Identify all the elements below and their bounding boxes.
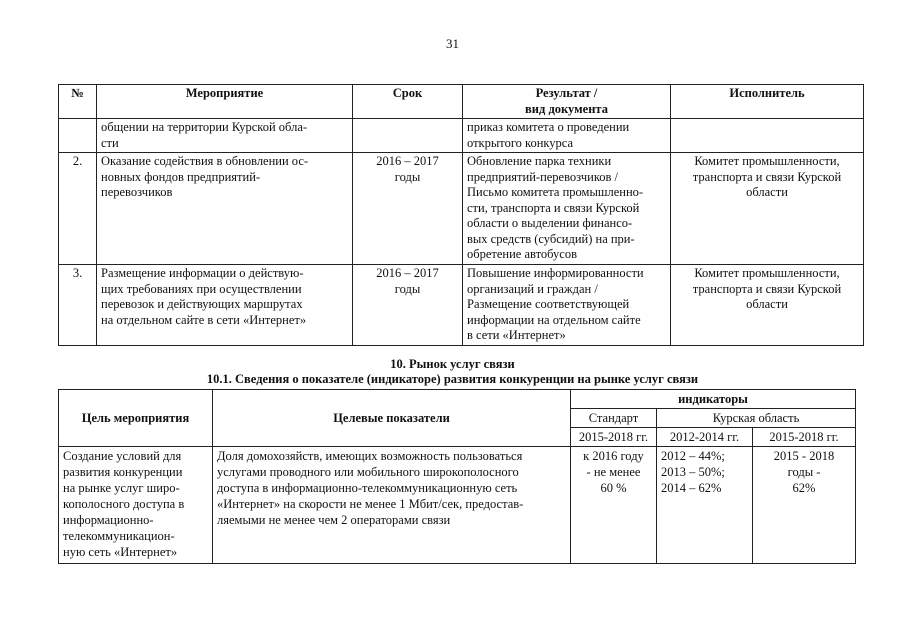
row-num: 3. [59,265,97,346]
header-region-period-1: 2012-2014 гг. [657,428,753,447]
row-deadline [353,153,463,265]
cell-line: Комитет промышленности, [694,266,840,280]
table-row [59,447,856,564]
header-standard-period: 2015-2018 гг. [571,428,657,447]
header-standard: Стандарт [571,409,657,428]
cell-line: 2016 – 2017 [376,266,439,280]
cell-line: 62% [792,481,816,495]
cell-line: транспорта и связи Курской [692,281,842,296]
cell-line: Результат / [535,86,598,100]
row-event [97,119,353,153]
row-num: 2. [59,153,97,265]
cell-line: перевозчиков [101,185,173,199]
row-result [463,119,671,153]
indicators-table [58,389,856,564]
header-goal: Цель мероприятия [59,390,213,447]
row-goal [59,447,213,564]
cell-line: на рынке услуг широ- [63,481,180,495]
cell-line: информации на отдельном сайте [467,312,641,327]
section-title: 10. Рынок услуг связи [390,357,515,371]
cell-line: Размещение информации о действую- [101,266,304,280]
cell-line: Создание условий для [63,449,182,463]
cell-line: Комитет промышленности, [694,154,840,168]
row-executor [671,265,864,346]
row-executor [671,119,864,153]
header-num: № [59,85,97,119]
cell-line: 2016 – 2017 [376,154,439,168]
cell-line: транспорта и связи Курской [692,169,842,184]
row-event [97,265,353,346]
cell-line: годы - [787,465,821,479]
cell-line: области [746,185,788,199]
cell-line: Размещение соответствующей [467,297,630,311]
table-row [59,119,864,153]
row-targets [213,447,571,564]
cell-line: области о выделении финансо- [467,216,633,230]
header-region: Курская область [657,409,856,428]
cell-line: кополосного доступа в [63,497,185,511]
cell-line: услугами проводного или мобильного широкополосного [217,465,519,479]
cell-line: новных фондов предприятий- [101,169,261,184]
cell-line: Повышение информированности [467,266,644,280]
cell-line: вых средств (субсидий) на при- [467,231,635,246]
header-deadline: Срок [353,85,463,119]
cell-line: в сети «Интернет» [467,328,566,342]
cell-line: Доля домохозяйств, имеющих возможность пользоваться [217,449,523,463]
header-region-period-2: 2015-2018 гг. [753,428,856,447]
row-num [59,119,97,153]
table-row [59,153,864,265]
header-executor: Исполнитель [671,85,864,119]
cell-line: ляемыми не менее чем 2 операторами связи [217,513,451,527]
events-table-header [59,85,864,119]
cell-line: ную сеть «Интернет» [63,545,178,559]
row-event [97,153,353,265]
cell-line: 2013 – 50%; [661,465,725,479]
cell-line: области [746,297,788,311]
row-deadline [353,119,463,153]
section-subtitle: 10.1. Сведения о показателе (индикаторе) развития конкуренции на рынке услуг связи [206,372,699,386]
events-table [58,84,864,346]
cell-line: 2014 – 62% [661,481,722,495]
row-standard [571,447,657,564]
cell-line: 2012 – 44%; [661,449,725,463]
cell-line: «Интернет» на скорости не менее 1 Мбит/сек, предостав- [217,497,524,511]
cell-line: информационно- [63,513,154,527]
row-executor [671,153,864,265]
header-targets: Целевые показатели [213,390,571,447]
cell-line: развития конкуренции [63,465,183,479]
cell-line: открытого конкурса [467,135,574,150]
header-indicators: индикаторы [571,390,856,409]
cell-line: обретение автобусов [467,247,577,261]
row-result [463,265,671,346]
cell-line: предприятий-перевозчиков / [467,169,619,184]
cell-line: доступа в информационно-телекоммуникационную сеть [217,481,518,495]
row-region-2 [753,447,856,564]
header-event: Мероприятие [97,85,353,119]
cell-line: общении на территории Курской обла- [101,120,308,134]
cell-line: щих требованиях при осуществлении [101,281,302,296]
table-row [59,265,864,346]
cell-line: Обновление парка техники [467,154,612,168]
cell-line: организаций и граждан / [467,281,598,296]
cell-line: Оказание содействия в обновлении ос- [101,154,309,168]
cell-line: Письмо комитета промышленно- [467,185,644,199]
row-region-1 [657,447,753,564]
cell-line: - не менее [586,465,641,479]
cell-line: к 2016 году [583,449,644,463]
cell-line: на отдельном сайте в сети «Интернет» [101,312,307,327]
page-number: 31 [446,36,459,51]
row-deadline [353,265,463,346]
header-result [463,85,671,119]
cell-line: 60 % [600,481,627,495]
cell-line: перевозок и действующих маршрутах [101,297,303,311]
cell-line: телекоммуникацион- [63,529,175,543]
cell-line: годы [394,169,421,184]
cell-line: вид документа [525,101,608,116]
cell-line: сти, транспорта и связи Курской [467,200,640,215]
cell-line: годы [394,281,421,296]
row-result [463,153,671,265]
cell-line: приказ комитета о проведении [467,120,630,134]
indicators-header-row [59,390,856,409]
cell-line: 2015 - 2018 [773,449,835,463]
cell-line: сти [101,135,119,150]
